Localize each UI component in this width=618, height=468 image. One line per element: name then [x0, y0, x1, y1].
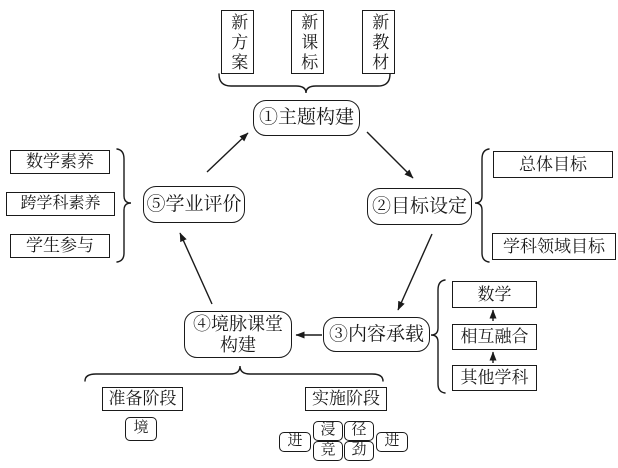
label-interdisciplinary-literacy: 跨学科素养	[6, 192, 115, 216]
brace-top-sources	[219, 74, 390, 93]
node-academic-evaluation: ⑤学业评价	[143, 186, 245, 223]
char-context-jing: 境	[125, 417, 157, 441]
node-theme-construction: ①主题构建	[253, 100, 360, 136]
label-implementation-stage: 实施阶段	[305, 387, 387, 411]
label-subject-domain-goal: 学科领域目标	[492, 233, 616, 260]
node-context-classroom-line2: 构建	[220, 334, 256, 355]
label-overall-goal: 总体目标	[493, 151, 613, 178]
char-compete: 竞	[313, 441, 343, 461]
brace-goals	[475, 149, 489, 262]
arrow-goal-to-content	[398, 234, 432, 310]
node-context-classroom	[184, 311, 292, 358]
node-goal-setting: ②目标设定	[367, 188, 472, 225]
node-new-material: 新教材	[362, 10, 395, 74]
brace-bottom-stages	[85, 366, 383, 381]
label-math: 数学	[452, 281, 537, 308]
arrow-theme-to-goal	[367, 132, 413, 178]
node-context-classroom-line1: ④境脉课堂	[193, 313, 283, 334]
brace-evaluations	[117, 149, 131, 262]
char-immerse: 浸	[313, 421, 343, 441]
label-preparation-stage: 准备阶段	[102, 387, 183, 411]
char-enter-right: 进	[376, 432, 408, 452]
arrow-evaluation-to-theme	[207, 133, 248, 172]
char-path: 径	[344, 421, 374, 441]
label-mutual-integration: 相互融合	[452, 324, 537, 350]
arrow-classroom-to-evaluation	[180, 233, 212, 304]
node-content-carrying: ③内容承载	[323, 317, 430, 352]
brace-contents	[431, 280, 445, 393]
node-new-plan: 新方案	[221, 10, 254, 74]
label-student-participation: 学生参与	[10, 234, 110, 258]
node-new-standard: 新课标	[291, 10, 324, 74]
char-strength: 劲	[344, 441, 374, 461]
char-enter-left: 进	[279, 432, 311, 452]
label-other-subjects: 其他学科	[452, 365, 537, 391]
label-math-literacy: 数学素养	[10, 150, 110, 174]
